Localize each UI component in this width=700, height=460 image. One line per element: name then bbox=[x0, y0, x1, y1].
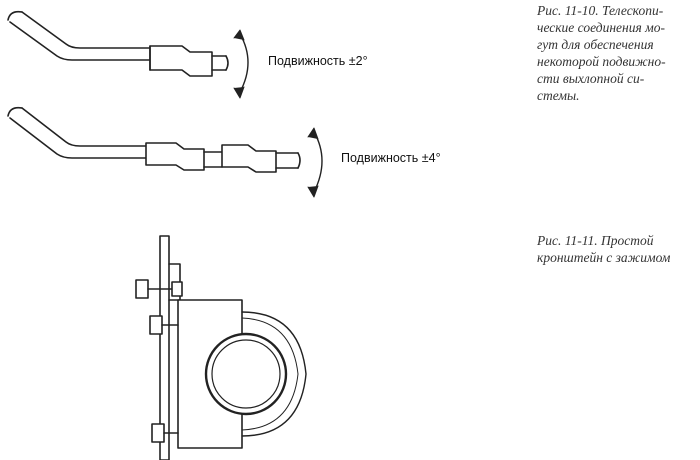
telescopic-joint-top bbox=[8, 12, 228, 76]
telescopic-joint-bottom bbox=[8, 108, 300, 172]
bolt-middle bbox=[150, 316, 178, 334]
caption-line: кронштейн с зажимом bbox=[537, 250, 671, 265]
caption-line: некоторой подвижно- bbox=[537, 54, 666, 69]
caption-line: сти выхлопной си- bbox=[537, 71, 645, 86]
caption-line: гут для обеспечения bbox=[537, 37, 654, 52]
rotation-arrow-bottom bbox=[308, 128, 322, 197]
rotation-arrow-top bbox=[234, 30, 248, 98]
bolt-top bbox=[136, 280, 182, 298]
bolt-bottom bbox=[152, 424, 178, 442]
caption-figure-11-11 bbox=[537, 232, 694, 266]
mobility-label-bottom: Подвижность ±4° bbox=[341, 151, 441, 165]
clamp-bracket-drawing bbox=[136, 236, 306, 460]
caption-figure-11-10 bbox=[537, 2, 694, 104]
caption-line: Рис. 11-11. Простой bbox=[537, 233, 654, 248]
caption-line: стемы. bbox=[537, 88, 580, 103]
caption-line: ческие соединения мо- bbox=[537, 20, 665, 35]
caption-line: Рис. 11-10. Телескопи- bbox=[537, 3, 664, 18]
mobility-label-top: Подвижность ±2° bbox=[268, 54, 368, 68]
